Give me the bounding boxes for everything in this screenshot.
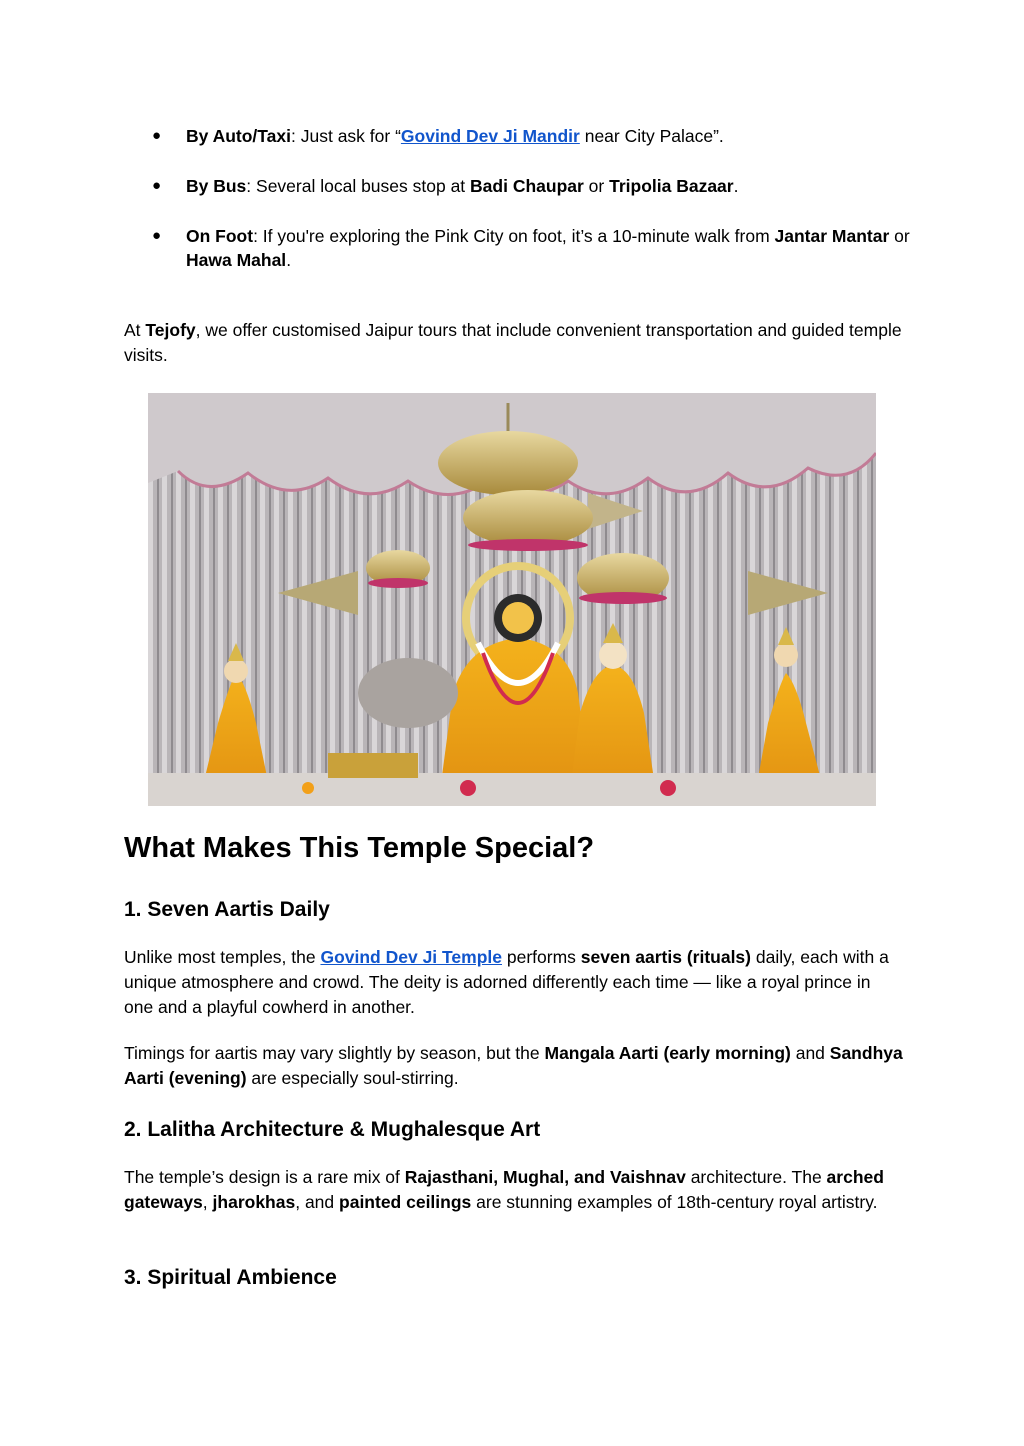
architecture-paragraph: The temple’s design is a rare mix of Rajasthani, Mughal, and Vaishnav architecture. The arched gateways, jharokhas, and painted ceilings are stunning examples of 18th-century royal artistry. <box>124 1167 884 1212</box>
list-item: ● By Bus: Several local buses stop at Badi Chaupar or Tripolia Bazaar. <box>152 176 739 196</box>
bullet-icon: ● <box>152 127 162 144</box>
list-item: ● On Foot: If you're exploring the Pink City on foot, it’s a 10-minute walk from Jantar Mantar or Hawa Mahal. <box>152 226 910 270</box>
brand-name: Tejofy <box>145 320 196 340</box>
govind-dev-ji-temple-link[interactable]: Govind Dev Ji Temple <box>320 947 502 967</box>
list-item: ● By Auto/Taxi: Just ask for “Govind Dev Ji Mandir near City Palace”. <box>152 126 724 146</box>
page-heading: What Makes This Temple Special? <box>124 832 595 864</box>
seven-aartis-paragraph: Unlike most temples, the Govind Dev Ji Temple performs seven aartis (rituals) daily, each with a unique atmosphere and crowd. The deity is adorned differently each time — like a royal prince in one and a playful cowherd in another. <box>124 947 889 1017</box>
transport-list <box>150 124 910 298</box>
section-heading-architecture: 2. Lalitha Architecture & Mughalesque Art <box>124 1118 541 1141</box>
govind-dev-ji-mandir-link[interactable]: Govind Dev Ji Mandir <box>400 126 580 146</box>
aarti-timings-paragraph: Timings for aartis may vary slightly by season, but the Mangala Aarti (early morning) and Sandhya Aarti (evening) are especially soul-stirring. <box>124 1043 903 1088</box>
section-heading-seven-aartis: 1. Seven Aartis Daily <box>124 898 330 921</box>
section-heading-spiritual-ambience: 3. Spiritual Ambience <box>124 1266 337 1289</box>
bullet-icon: ● <box>152 227 162 244</box>
intro-paragraph: At Tejofy, we offer customised Jaipur tours that include convenient transportation and guided temple visits. <box>124 320 902 365</box>
temple-deity-photo <box>148 393 876 806</box>
bullet-icon: ● <box>152 177 162 194</box>
